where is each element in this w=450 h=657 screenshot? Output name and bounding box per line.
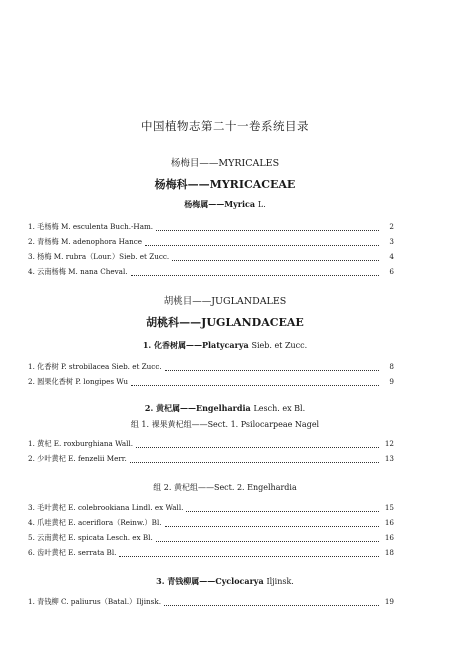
genus-author: Lesch. ex Bl. [253,404,306,413]
toc-entry[interactable] [28,252,394,263]
page-number: 2 [389,222,394,231]
entry-name: 5. 云南黄杞 E. spicata Lesch. ex Bl. [28,533,153,542]
toc-entry[interactable] [28,222,394,233]
leader-dots [172,254,379,261]
leader-dots [136,441,379,448]
genus-author: Sieb. et Zucc. [251,341,308,350]
entry-name: 4. 爪哇黄杞 E. aceriflora（Reinw.）Bl. [28,518,162,527]
entry-name: 2. 圆果化香树 P. longipes Wu [28,377,129,386]
toc-entry[interactable] [28,454,394,465]
entry-name: 2. 青杨梅 M. adenophora Hance [28,237,143,246]
order-heading-juglandales: 胡桃目——JUGLANDALES [163,296,287,307]
page-number: 8 [389,362,394,371]
page-title: 中国植物志第二十一卷系统目录 [141,119,309,133]
toc-entry[interactable] [28,362,394,373]
genus-name: 1. 化香树属——Platycarya [142,340,249,350]
toc-entry[interactable] [28,533,394,544]
page-number: 16 [384,518,394,527]
leader-dots [131,269,379,276]
genus-author: L. [257,200,266,209]
section-heading-engelhardia: 组 2. 黄杞组——Sect. 2. Engelhardia [153,483,297,492]
toc-entry[interactable] [28,597,394,608]
entry-name: 2. 少叶黄杞 E. fenzelii Merr. [28,454,127,463]
leader-dots [130,456,379,463]
leader-dots [131,379,379,386]
page-number: 15 [384,503,394,512]
leader-dots [165,520,379,527]
leader-dots [156,224,379,231]
leader-dots [164,599,379,606]
entry-name: 1. 化香树 P. strobilacea Sieb. et Zucc. [28,362,162,371]
entry-name: 4. 云南杨梅 M. nana Cheval. [28,267,128,276]
page-number: 12 [384,439,394,448]
genus-name: 3. 青钱柳属——Cyclocarya [156,576,264,586]
toc-entry[interactable] [28,439,394,450]
page-number: 19 [384,597,394,606]
entry-name: 3. 毛叶黄杞 E. colebrookiana Lindl. ex Wall. [28,503,184,512]
toc-entry[interactable] [28,237,394,248]
section-heading-psilocarpeae: 组 1. 裸果黄杞组——Sect. 1. Psilocarpeae Nagel [130,420,320,429]
page-number: 6 [389,267,394,276]
page-number: 3 [389,237,394,246]
leader-dots [156,535,379,542]
leader-dots [145,239,379,246]
toc-entry[interactable] [28,548,394,559]
genus-heading-platycarya [0,340,450,351]
entry-name: 6. 齿叶黄杞 E. serrata Bl. [28,548,117,557]
family-heading-myricaceae: 杨梅科——MYRICACEAE [154,178,296,191]
toc-entry[interactable] [28,377,394,388]
leader-dots [186,505,379,512]
family-heading-juglandaceae: 胡桃科——JUGLANDACEAE [146,316,304,329]
order-heading-myricales: 杨梅目——MYRICALES [170,158,280,169]
entry-name: 1. 黄杞 E. roxburghiana Wall. [28,439,134,448]
entry-name: 1. 毛杨梅 M. esculenta Buch.-Ham. [28,222,154,231]
genus-author: Iljinsk. [266,577,294,586]
leader-dots [119,550,379,557]
page-number: 18 [384,548,394,557]
entry-name: 1. 青钱柳 C. paliurus（Batal.）Iljinsk. [28,597,161,606]
toc-entry[interactable] [28,267,394,278]
leader-dots [165,364,379,371]
toc-entry[interactable] [28,518,394,529]
page-number: 16 [384,533,394,542]
genus-heading-cyclocarya [0,576,450,587]
genus-heading-engelhardia [0,403,450,414]
page-number: 9 [389,377,394,386]
entry-name: 3. 杨梅 M. rubra（Lour.）Sieb. et Zucc. [28,252,170,261]
genus-name: 杨梅属——Myrica [184,199,256,209]
toc-entry[interactable] [28,503,394,514]
page-number: 13 [384,454,394,463]
genus-heading-myrica [0,199,450,210]
genus-name: 2. 黄杞属——Engelhardia [144,403,251,413]
page-number: 4 [389,252,394,261]
